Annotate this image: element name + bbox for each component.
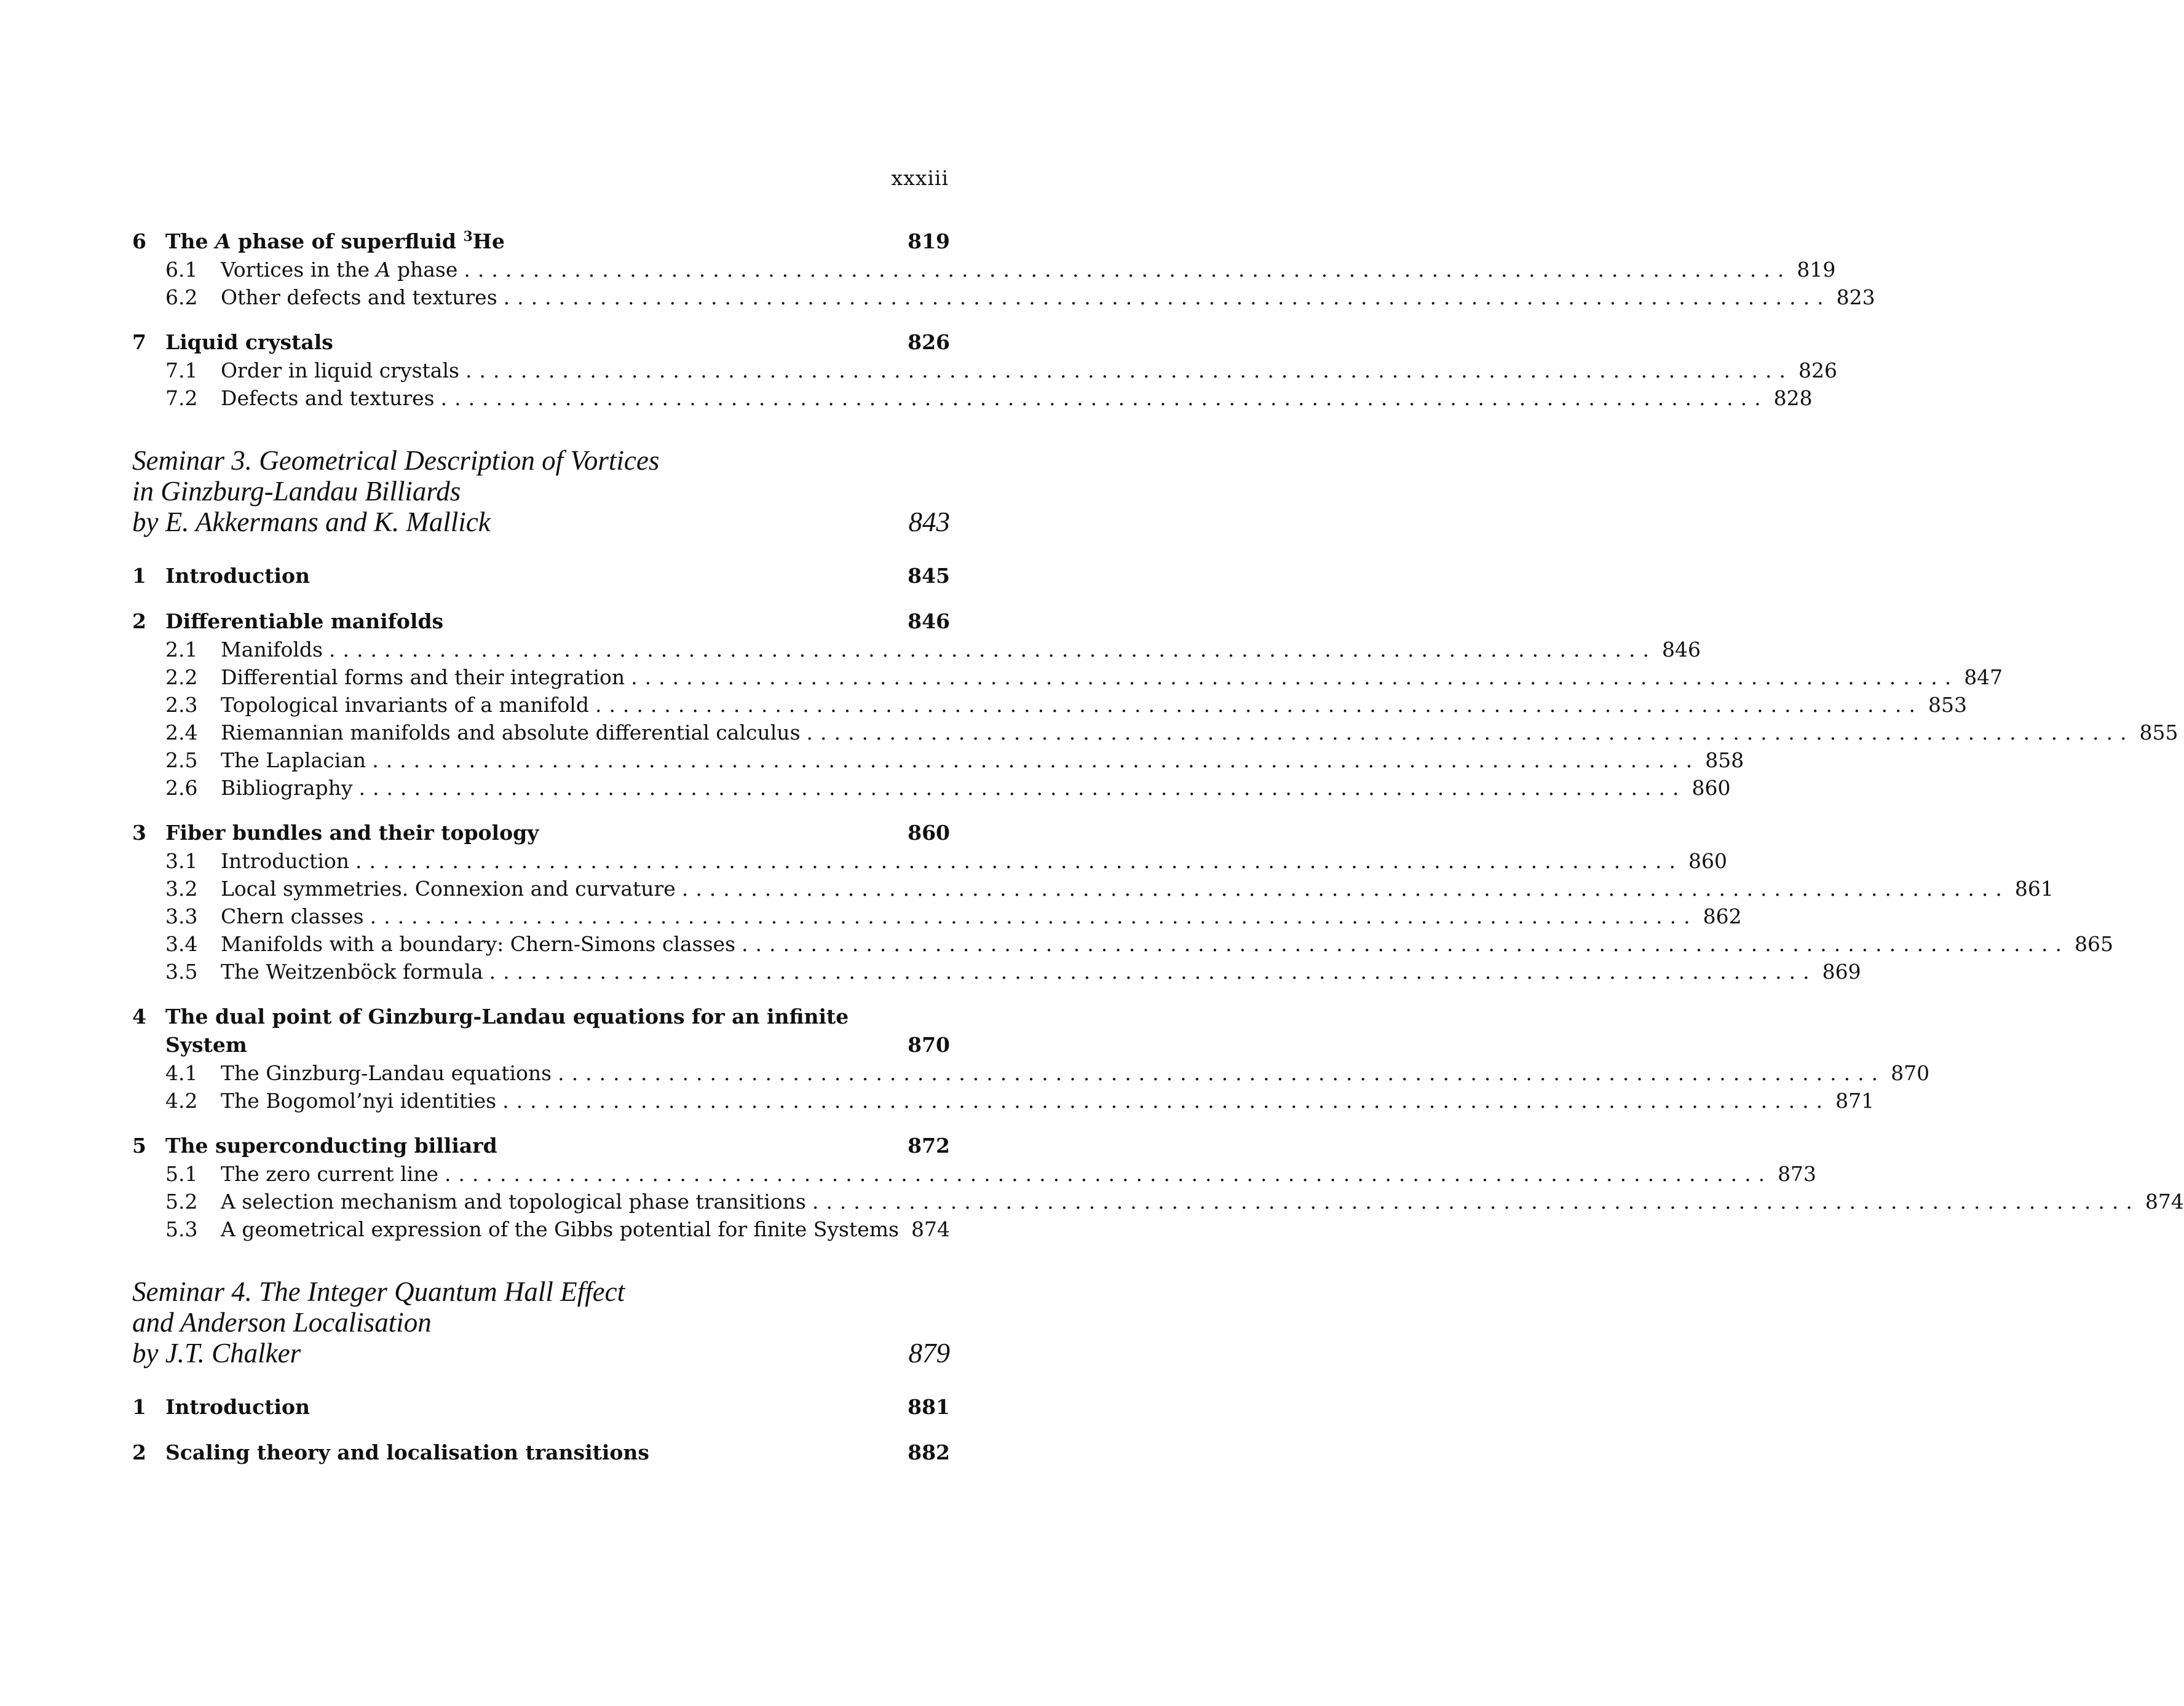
dot-leader: ................................................................................................ — [358, 776, 1687, 800]
section-title: Introduction — [165, 1395, 311, 1419]
dot-leader: ................................................................................................ — [558, 1061, 1886, 1085]
subsection-number: 3.3 — [165, 904, 198, 928]
seminar-3-title-line-1: Seminar 3. Geometrical Description of Vortices — [132, 445, 660, 476]
seminar-4-title-line-1: Seminar 4. The Integer Quantum Hall Effect — [132, 1276, 625, 1307]
subsection-number: 4.1 — [165, 1061, 198, 1085]
dot-leader: ................................................................................................ — [681, 877, 2009, 901]
dot-leader: ................................................................................................ — [464, 258, 1792, 282]
subsection-page: 853 — [1928, 693, 1967, 717]
subsection-page: 869 — [1822, 960, 1861, 984]
toc-s3-section-2[interactable] — [132, 607, 950, 636]
subsection-page: 860 — [1688, 849, 1728, 873]
subsection-page: 874 — [2145, 1190, 2184, 1214]
subsection-title: Differential forms and their integration — [221, 665, 625, 689]
seminar-3-heading[interactable] — [132, 445, 950, 537]
subsection-title: A geometrical expression of the Gibbs potential for finite Systems — [221, 1217, 899, 1241]
toc-s4-section-1[interactable] — [132, 1393, 950, 1421]
section-page: 872 — [908, 1134, 950, 1158]
section-number: 1 — [132, 1395, 146, 1419]
section-number: 6 — [132, 229, 146, 253]
dot-leader: ................................................................................................ — [742, 932, 2070, 956]
toc-section-6[interactable] — [132, 223, 950, 256]
subsection-title: Chern classes — [221, 904, 364, 928]
section-title-line-2: System — [165, 1033, 247, 1057]
toc-s3-subsection-3-4[interactable] — [132, 930, 2114, 958]
subsection-title: The Ginzburg-Landau equations — [221, 1061, 552, 1085]
subsection-number: 2.2 — [165, 665, 198, 689]
section-number: 2 — [132, 1440, 146, 1464]
subsection-title: The Laplacian — [221, 748, 366, 772]
seminar-3-authors: by E. Akkermans and K. Mallick — [132, 507, 491, 537]
subsection-page: 846 — [1661, 638, 1701, 661]
subsection-title: Bibliography — [221, 776, 353, 800]
subsection-number: 2.3 — [165, 693, 198, 717]
table-of-contents — [132, 223, 2184, 1467]
subsection-number: 2.6 — [165, 776, 198, 800]
subsection-title: Defects and textures — [221, 386, 435, 410]
toc-s3-subsection-2-3[interactable] — [132, 691, 1967, 719]
subsection-number: 3.4 — [165, 932, 198, 956]
toc-s3-subsection-4-2[interactable] — [132, 1087, 1875, 1115]
section-title: Introduction — [165, 564, 311, 588]
toc-subsection-6-2[interactable] — [132, 283, 1875, 311]
subsection-title: The Bogomol’nyi identities — [221, 1089, 497, 1113]
seminar-3-title-line-2: in Ginzburg-Landau Billiards — [132, 476, 461, 507]
section-title-line-1: The dual point of Ginzburg-Landau equations for an infinite — [165, 1005, 849, 1029]
toc-s3-subsection-3-5[interactable] — [132, 958, 1861, 985]
subsection-page: 847 — [1964, 665, 2003, 689]
subsection-page: 826 — [1798, 358, 1837, 382]
subsection-page: 870 — [1891, 1061, 1930, 1085]
subsection-number: 5.3 — [165, 1217, 198, 1241]
subsection-page: 819 — [1797, 258, 1836, 282]
toc-s3-subsection-2-2[interactable] — [132, 663, 2003, 691]
seminar-3-page: 843 — [908, 507, 950, 537]
subsection-number: 2.5 — [165, 748, 198, 772]
subsection-title: Other defects and textures — [221, 285, 497, 309]
subsection-title: Topological invariants of a manifold — [221, 693, 589, 717]
seminar-4-page: 879 — [908, 1338, 950, 1368]
subsection-number: 7.2 — [165, 386, 198, 410]
subsection-page: 858 — [1705, 748, 1744, 772]
subsection-title: Manifolds with a boundary: Chern-Simons classes — [221, 932, 736, 956]
toc-s3-subsection-5-1[interactable] — [132, 1160, 1817, 1188]
section-title: Differentiable manifolds — [165, 609, 444, 633]
section-page: 845 — [908, 564, 950, 588]
seminar-4-heading[interactable] — [132, 1276, 950, 1368]
subsection-number: 4.2 — [165, 1089, 198, 1113]
toc-s3-subsection-2-5[interactable] — [132, 746, 1744, 774]
subsection-number: 2.1 — [165, 638, 198, 661]
subsection-page: 874 — [911, 1217, 950, 1241]
seminar-4-title-line-2: and Anderson Localisation — [132, 1307, 432, 1338]
subsection-title: The zero current line — [221, 1162, 439, 1186]
dot-leader: ................................................................................................ — [503, 285, 1831, 309]
subsection-page: 860 — [1691, 776, 1731, 800]
toc-s3-subsection-4-1[interactable] — [132, 1059, 1930, 1087]
section-number: 5 — [132, 1134, 146, 1158]
subsection-number: 7.1 — [165, 358, 198, 382]
subsection-page: 871 — [1835, 1089, 1875, 1113]
dot-leader: ................................................................................................ — [445, 1162, 1773, 1186]
subsection-page: 823 — [1836, 285, 1875, 309]
subsection-page: 865 — [2075, 932, 2114, 956]
section-title: Fiber bundles and their topology — [165, 821, 539, 845]
toc-s3-subsection-3-1[interactable] — [132, 847, 1728, 875]
dot-leader: ................................................................................................ — [372, 748, 1700, 772]
section-page: 881 — [908, 1395, 950, 1419]
subsection-title: Manifolds — [221, 638, 323, 661]
toc-s4-section-2[interactable] — [132, 1439, 950, 1467]
section-page: 846 — [908, 609, 950, 633]
seminar-4-authors: by J.T. Chalker — [132, 1338, 301, 1368]
subsection-number: 3.2 — [165, 877, 198, 901]
dot-leader: ................................................................................................ — [440, 386, 1768, 410]
subsection-number: 2.4 — [165, 721, 198, 744]
dot-leader: ................................................................................................ — [355, 849, 1684, 873]
toc-s3-subsection-2-4[interactable] — [132, 719, 2178, 746]
toc-s3-subsection-3-2[interactable] — [132, 875, 2054, 902]
subsection-page: 861 — [2014, 877, 2054, 901]
dot-leader: ................................................................................................ — [489, 960, 1817, 984]
section-title: Scaling theory and localisation transitions — [165, 1440, 649, 1464]
subsection-page: 862 — [1703, 904, 1742, 928]
subsection-number: 6.1 — [165, 258, 198, 282]
toc-s3-subsection-5-3[interactable] — [132, 1215, 950, 1243]
toc-subsection-7-2[interactable] — [132, 384, 1813, 412]
section-number: 1 — [132, 564, 146, 588]
section-number: 4 — [132, 1005, 146, 1029]
subsection-title: Introduction — [221, 849, 349, 873]
subsection-title: Vortices in the A phase — [221, 258, 458, 282]
dot-leader: ................................................................................................ — [502, 1089, 1830, 1113]
subsection-number: 3.1 — [165, 849, 198, 873]
toc-s3-subsection-5-2[interactable] — [132, 1188, 2184, 1215]
subsection-page: 873 — [1778, 1162, 1817, 1186]
section-number: 3 — [132, 821, 146, 845]
toc-s3-section-4[interactable] — [132, 1003, 950, 1059]
toc-s3-subsection-3-3[interactable] — [132, 902, 1742, 930]
toc-s3-section-1[interactable] — [132, 562, 950, 590]
toc-s3-section-5[interactable] — [132, 1132, 950, 1160]
section-page: 870 — [908, 1033, 950, 1057]
dot-leader: ................................................................................................ — [631, 665, 1959, 689]
section-title: The A phase of superfluid $^3$He — [165, 229, 505, 253]
dot-leader: ................................................................................................ — [595, 693, 1923, 717]
subsection-number: 5.2 — [165, 1190, 198, 1214]
dot-leader: ................................................................................................ — [812, 1190, 2140, 1214]
subsection-number: 5.1 — [165, 1162, 198, 1186]
toc-s3-section-3[interactable] — [132, 819, 950, 847]
toc-subsection-7-1[interactable] — [132, 357, 1837, 384]
subsection-title: Riemannian manifolds and absolute differential calculus — [221, 721, 801, 744]
page-number: xxxiii — [891, 166, 949, 190]
subsection-title: The Weitzenböck formula — [221, 960, 483, 984]
subsection-number: 3.5 — [165, 960, 198, 984]
dot-leader: ................................................................................................ — [806, 721, 2134, 744]
section-title: Liquid crystals — [165, 330, 333, 354]
section-page: 826 — [908, 330, 950, 354]
toc-subsection-6-1[interactable] — [132, 256, 1836, 283]
section-page: 860 — [908, 821, 950, 845]
section-title: The superconducting billiard — [165, 1134, 497, 1158]
subsection-page: 828 — [1773, 386, 1813, 410]
section-number: 7 — [132, 330, 146, 354]
subsection-page: 855 — [2139, 721, 2178, 744]
section-page: 819 — [908, 229, 950, 253]
toc-s3-subsection-2-1[interactable] — [132, 636, 1701, 663]
subsection-title: Order in liquid crystals — [221, 358, 459, 382]
toc-section-7[interactable] — [132, 328, 950, 357]
dot-leader: ................................................................................................ — [328, 638, 1656, 661]
subsection-title: Local symmetries. Connexion and curvature — [221, 877, 676, 901]
dot-leader: ................................................................................................ — [370, 904, 1698, 928]
subsection-title: A selection mechanism and topological phase transitions — [221, 1190, 806, 1214]
toc-s3-subsection-2-6[interactable] — [132, 774, 1731, 802]
section-number: 2 — [132, 609, 146, 633]
section-page: 882 — [908, 1440, 950, 1464]
subsection-number: 6.2 — [165, 285, 198, 309]
dot-leader: ................................................................................................ — [465, 358, 1793, 382]
